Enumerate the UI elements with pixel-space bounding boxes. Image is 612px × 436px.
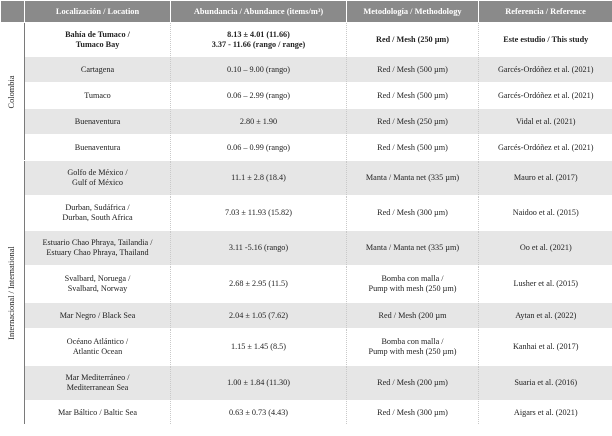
abundance-cell: [171, 231, 347, 266]
methodology-cell: [347, 135, 479, 161]
abundance-cell: [171, 83, 347, 109]
cell-line: 8.13 ± 4.01 (11.66): [227, 29, 290, 39]
cell-line: Svalbard, Norway: [67, 284, 128, 293]
methodology-cell: [347, 196, 479, 231]
cell-line: Bahía de Tumaco /: [65, 29, 130, 39]
cell-line: Mediterranean Sea: [66, 383, 129, 392]
region-label: Internacional / International: [7, 245, 17, 340]
location-cell: [25, 231, 171, 266]
location-cell: [25, 196, 171, 231]
cell-line: Red / Mesh (250 µm): [377, 116, 448, 126]
table-row: [1, 161, 612, 196]
table-row: [1, 303, 612, 329]
abundance-cell: [171, 303, 347, 329]
abundance-cell: [171, 266, 347, 303]
table-row: [1, 57, 612, 83]
cell-line: Svalbard, Noruega /: [64, 274, 131, 283]
region-colombia: [1, 23, 25, 161]
reference-cell: Garcés-Ordóñez et al. (2021): [479, 135, 612, 161]
table-row: [1, 109, 612, 135]
location-cell: [25, 401, 171, 425]
cell-line: Bomba con malla /: [381, 274, 444, 283]
reference-cell: Suaria et al. (2016): [479, 366, 612, 401]
cell-line: 2.04 ± 1.05 (7.62): [228, 310, 289, 320]
cell-line: 0.10 – 9.00 (rango): [227, 64, 290, 74]
cell-line: Cartagena: [80, 64, 115, 74]
cell-line: 7.03 ± 11.93 (15.82): [225, 208, 292, 217]
cell-line: Atlantic Ocean: [72, 347, 123, 356]
cell-line: Mar Báltico / Baltic Sea: [57, 407, 138, 417]
methodology-cell: [347, 23, 479, 57]
methodology-cell: [347, 109, 479, 135]
cell-line: Red / Mesh (500 µm): [377, 142, 448, 152]
table-row: [1, 231, 612, 266]
abundance-cell: [171, 23, 347, 57]
cell-line: Red / Mesh (300 µm): [377, 208, 448, 217]
abundance-cell: [171, 329, 347, 366]
cell-line: Red / Mesh (200 µm: [378, 310, 447, 320]
location-cell: [25, 266, 171, 303]
table-row: [1, 366, 612, 401]
cell-line: Golfo de México /: [67, 168, 128, 177]
reference-cell: Garcés-Ordóñez et al. (2021): [479, 57, 612, 83]
table-row: [1, 83, 612, 109]
abundance-cell: [171, 57, 347, 83]
reference-cell: Aigars et al. (2021): [479, 401, 612, 425]
location-cell: [25, 329, 171, 366]
reference-cell: Kanhai et al. (2017): [479, 329, 612, 366]
cell-line: Mar Negro / Black Sea: [59, 310, 136, 320]
table-row: [1, 135, 612, 161]
cell-line: 3.37 - 11.66 (rango / range): [211, 39, 306, 49]
header-location: Localización / Location: [25, 1, 171, 23]
cell-line: Manta / Manta net (335 µm): [365, 243, 460, 252]
cell-line: 0.06 – 2.99 (rango): [227, 90, 290, 100]
location-cell: [25, 135, 171, 161]
cell-line: 0.63 ± 0.73 (4.43): [228, 407, 289, 417]
cell-line: Red / Mesh (500 µm): [377, 90, 448, 100]
cell-line: Red / Mesh (200 µm): [377, 378, 448, 387]
table-row: [1, 23, 612, 57]
cell-line: Pump with mesh (250 µm): [368, 347, 457, 356]
cell-line: 1.00 ± 1.84 (11.30): [227, 378, 290, 387]
reference-cell: Este estudio / This study: [479, 23, 612, 57]
methodology-cell: [347, 161, 479, 196]
location-cell: [25, 161, 171, 196]
abundance-cell: [171, 196, 347, 231]
reference-cell: Garcés-Ordóñez et al. (2021): [479, 83, 612, 109]
header-row: [1, 1, 612, 23]
location-cell: [25, 57, 171, 83]
cell-line: 2.68 ± 2.95 (11.5): [229, 279, 288, 288]
cell-line: 1.15 ± 1.45 (8.5): [231, 342, 286, 351]
cell-line: Tumaco Bay: [75, 39, 120, 49]
abundance-cell: [171, 401, 347, 425]
region-label: Colombia: [7, 74, 17, 109]
cell-line: 3.11 -5.16 (rango): [228, 243, 289, 252]
location-cell: [25, 109, 171, 135]
methodology-cell: [347, 401, 479, 425]
location-cell: [25, 366, 171, 401]
cell-line: Estuario Chao Phraya, Tailandia /: [42, 238, 153, 247]
cell-line: Durban, South Africa: [62, 213, 133, 222]
abundance-cell: [171, 135, 347, 161]
cell-line: Pump with mesh (250 µm): [368, 284, 457, 293]
methodology-cell: [347, 57, 479, 83]
location-cell: [25, 303, 171, 329]
cell-line: Estuary Chao Phraya, Thailand: [46, 248, 149, 257]
methodology-cell: [347, 303, 479, 329]
methodology-cell: [347, 83, 479, 109]
cell-line: Tumaco: [84, 90, 111, 100]
table-row: [1, 196, 612, 231]
reference-cell: Naidoo et al. (2015): [479, 196, 612, 231]
reference-cell: Lusher et al. (2015): [479, 266, 612, 303]
cell-line: Buenaventura: [74, 142, 121, 152]
table-row: [1, 329, 612, 366]
cell-line: Manta / Manta net (335 µm): [365, 173, 460, 182]
reference-cell: Oo et al. (2021): [479, 231, 612, 266]
location-cell: [25, 23, 171, 57]
abundance-cell: [171, 109, 347, 135]
cell-line: Buenaventura: [74, 116, 121, 126]
abundance-cell: [171, 161, 347, 196]
cell-line: 11.1 ± 2.8 (18.4): [231, 173, 286, 182]
cell-line: Mar Mediterráneo /: [65, 373, 130, 382]
header-reference: Referencia / Reference: [479, 1, 612, 23]
cell-line: Bomba con malla /: [381, 337, 444, 346]
header-region: [1, 1, 25, 23]
cell-line: Océano Atlántico /: [66, 337, 129, 346]
cell-line: Red / Mesh (250 µm): [376, 34, 449, 44]
reference-cell: Mauro et al. (2017): [479, 161, 612, 196]
table-row: [1, 266, 612, 303]
reference-cell: Vidal et al. (2021): [479, 109, 612, 135]
reference-cell: Aytan et al. (2022): [479, 303, 612, 329]
cell-line: 2.80 ± 1.90: [239, 116, 278, 126]
location-cell: [25, 83, 171, 109]
methodology-cell: [347, 266, 479, 303]
methodology-cell: [347, 329, 479, 366]
cell-line: Red / Mesh (500 µm): [377, 64, 448, 74]
header-methodology: Metodología / Methodology: [347, 1, 479, 23]
cell-line: Red / Mesh (300 µm): [377, 407, 448, 417]
methodology-cell: [347, 366, 479, 401]
cell-line: 0.06 – 0.99 (rango): [227, 142, 290, 152]
table-row: [1, 401, 612, 425]
methodology-cell: [347, 231, 479, 266]
header-abundance: Abundancia / Abundance (items/m³): [171, 1, 347, 23]
cell-line: Gulf of México: [72, 178, 123, 187]
abundance-cell: [171, 366, 347, 401]
region-international: [1, 161, 25, 425]
cell-line: Durban, Sudáfrica /: [65, 203, 130, 212]
